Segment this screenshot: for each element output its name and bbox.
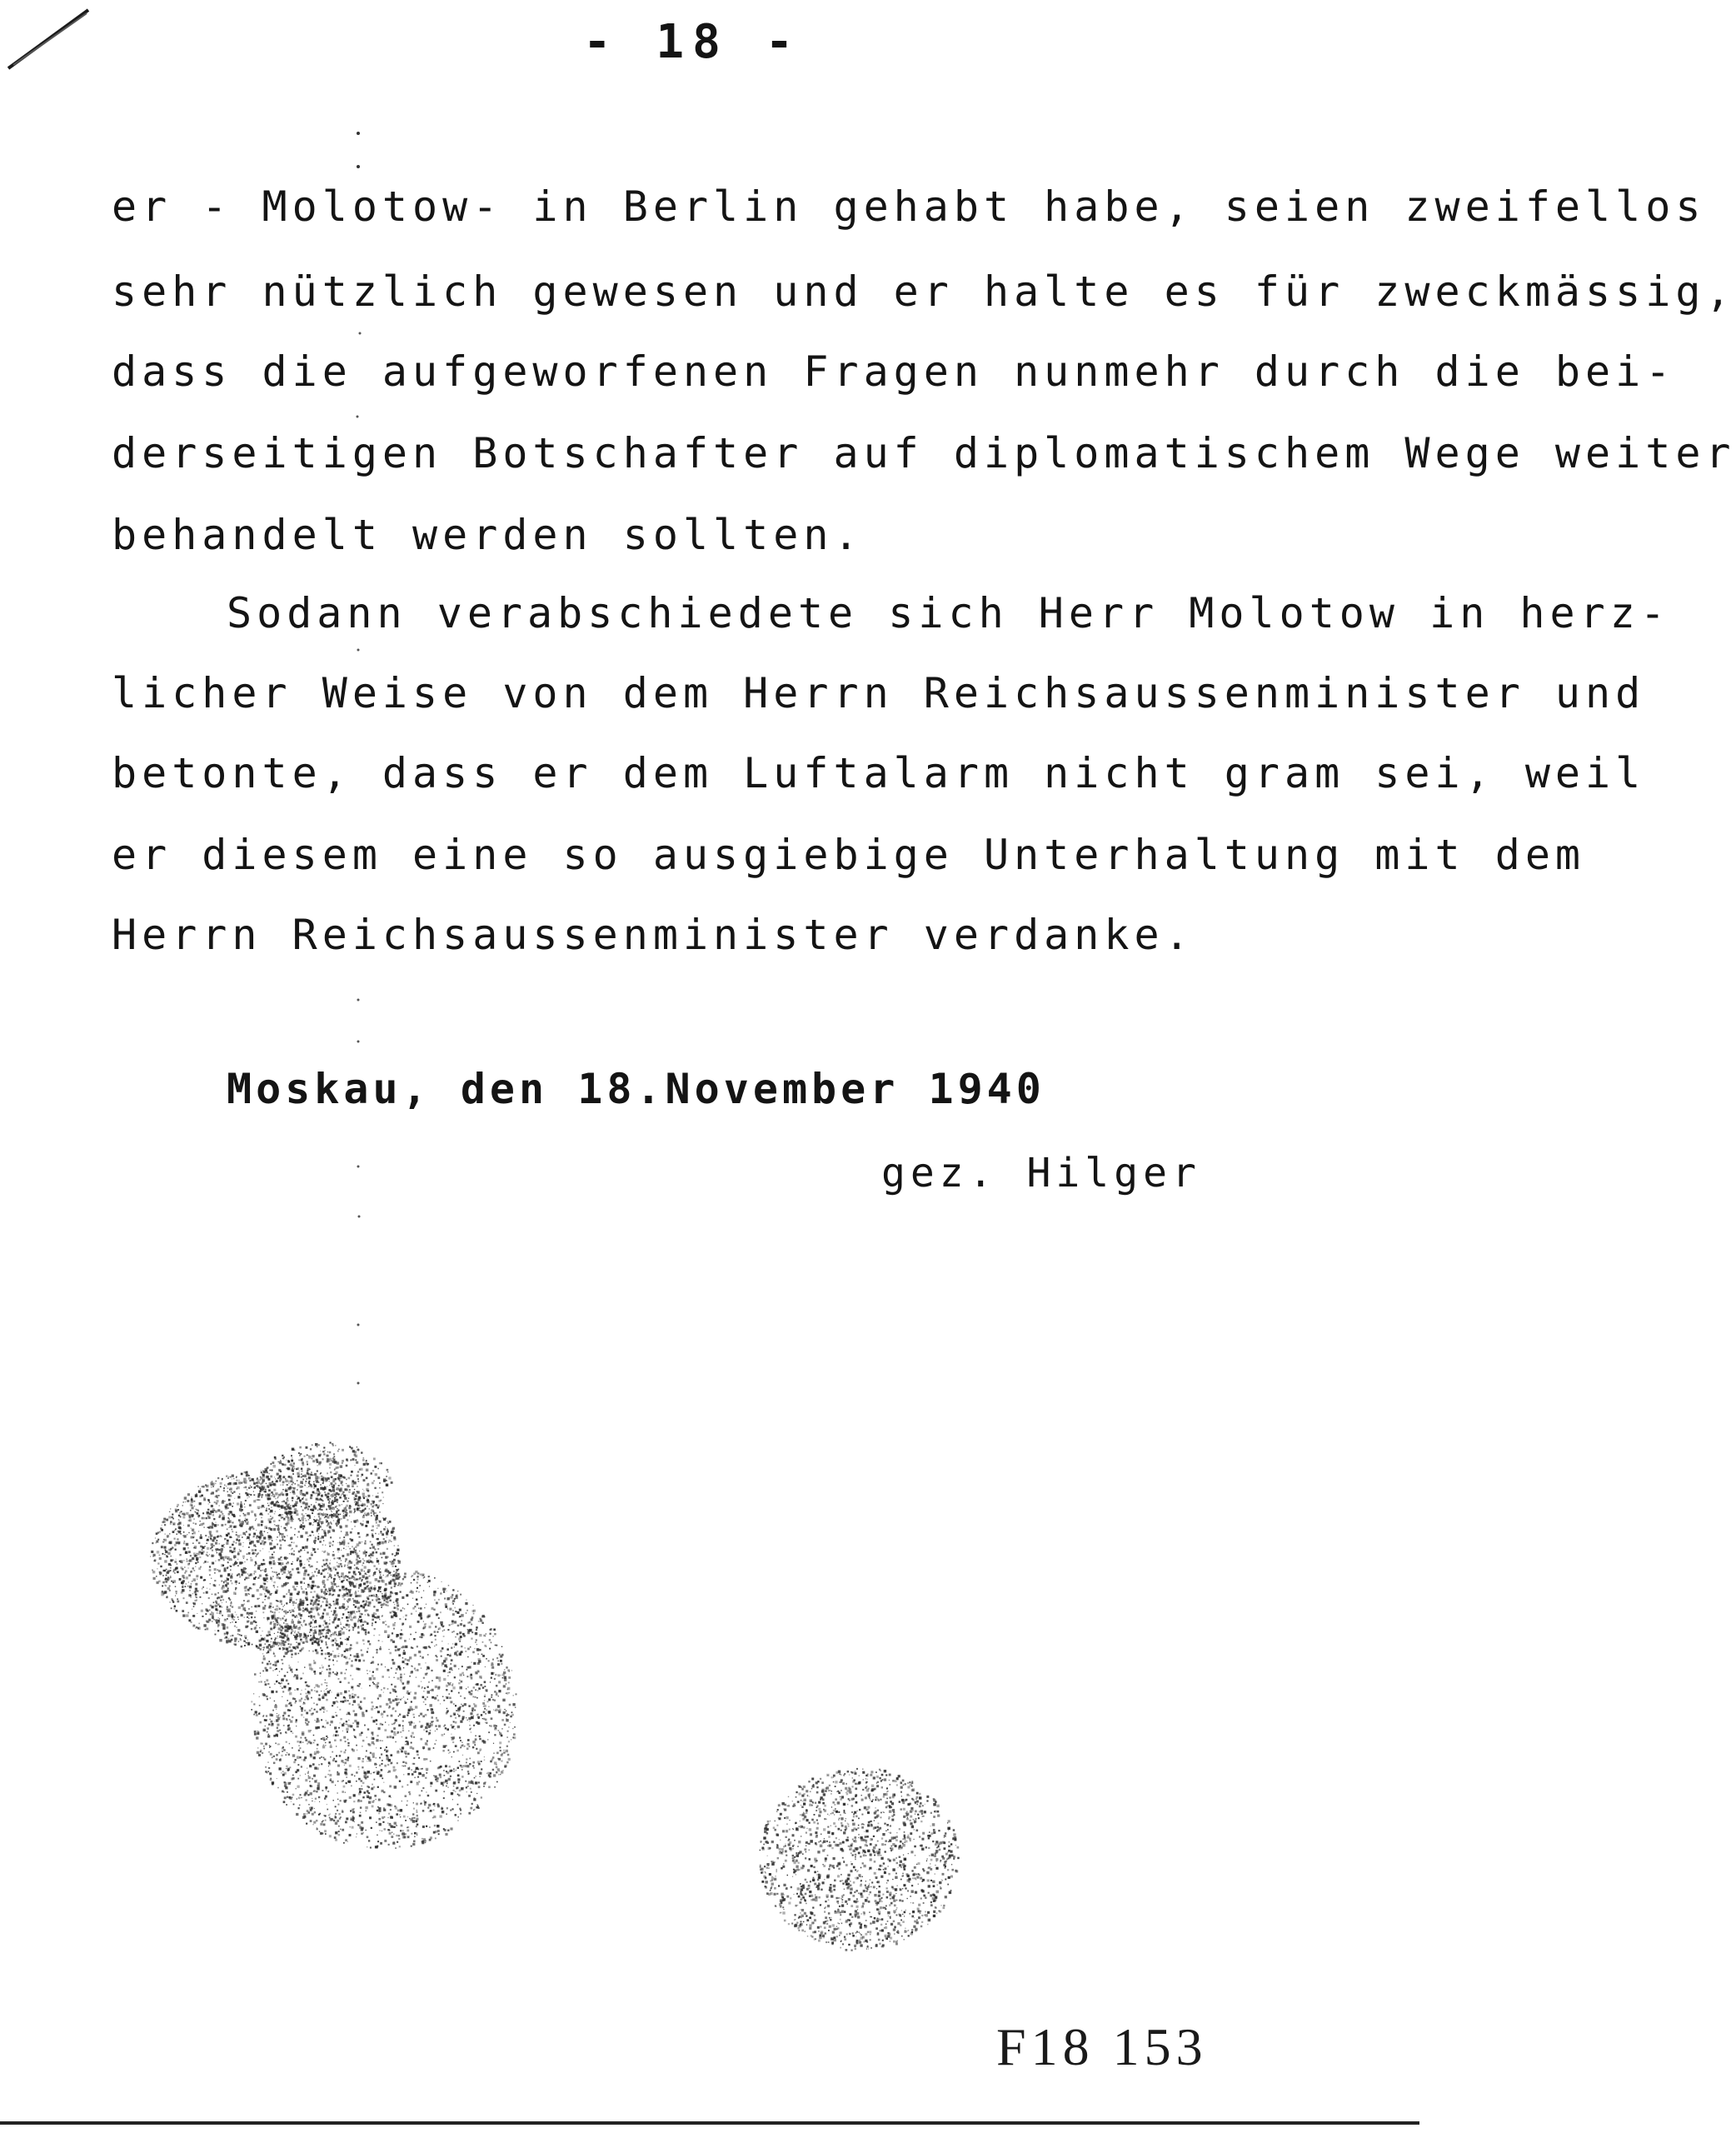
corner-pen-mark [5,7,97,73]
stamp-blots [133,1433,1016,2016]
body-line-9: er diesem eine so ausgiebige Unterhaltung mit dem [112,831,1586,879]
body-line-3: dass die aufgeworfenen Fragen nunmehr durch die bei- [112,347,1676,396]
body-line-5: behandelt werden sollten. [112,511,864,559]
signature: gez. Hilger [881,1150,1201,1196]
page-number: - 18 - [583,15,802,69]
gutter-specks [350,117,367,1533]
body-line-1: er - Molotow- in Berlin gehabt habe, seien zweifellos [112,182,1706,231]
body-line-7: licher Weise von dem Herrn Reichsaussenminister und [112,669,1646,717]
body-line-2: sehr nützlich gewesen und er halte es für zweckmässig, [112,267,1736,316]
body-line-4: derseitigen Botschafter auf diplomatischem Wege weiter [112,429,1736,477]
body-line-10: Herrn Reichsaussenminister verdanke. [112,911,1195,959]
body-line-6: Sodann verabschiedete sich Herr Molotow in herz- [227,589,1670,637]
body-line-8: betonte, dass er dem Luftalarm nicht gram sei, weil [112,749,1646,797]
dateline: Moskau, den 18.November 1940 [227,1065,1045,1113]
bottom-rule [0,2121,1419,2125]
archive-code: F18 153 [996,2017,1208,2076]
